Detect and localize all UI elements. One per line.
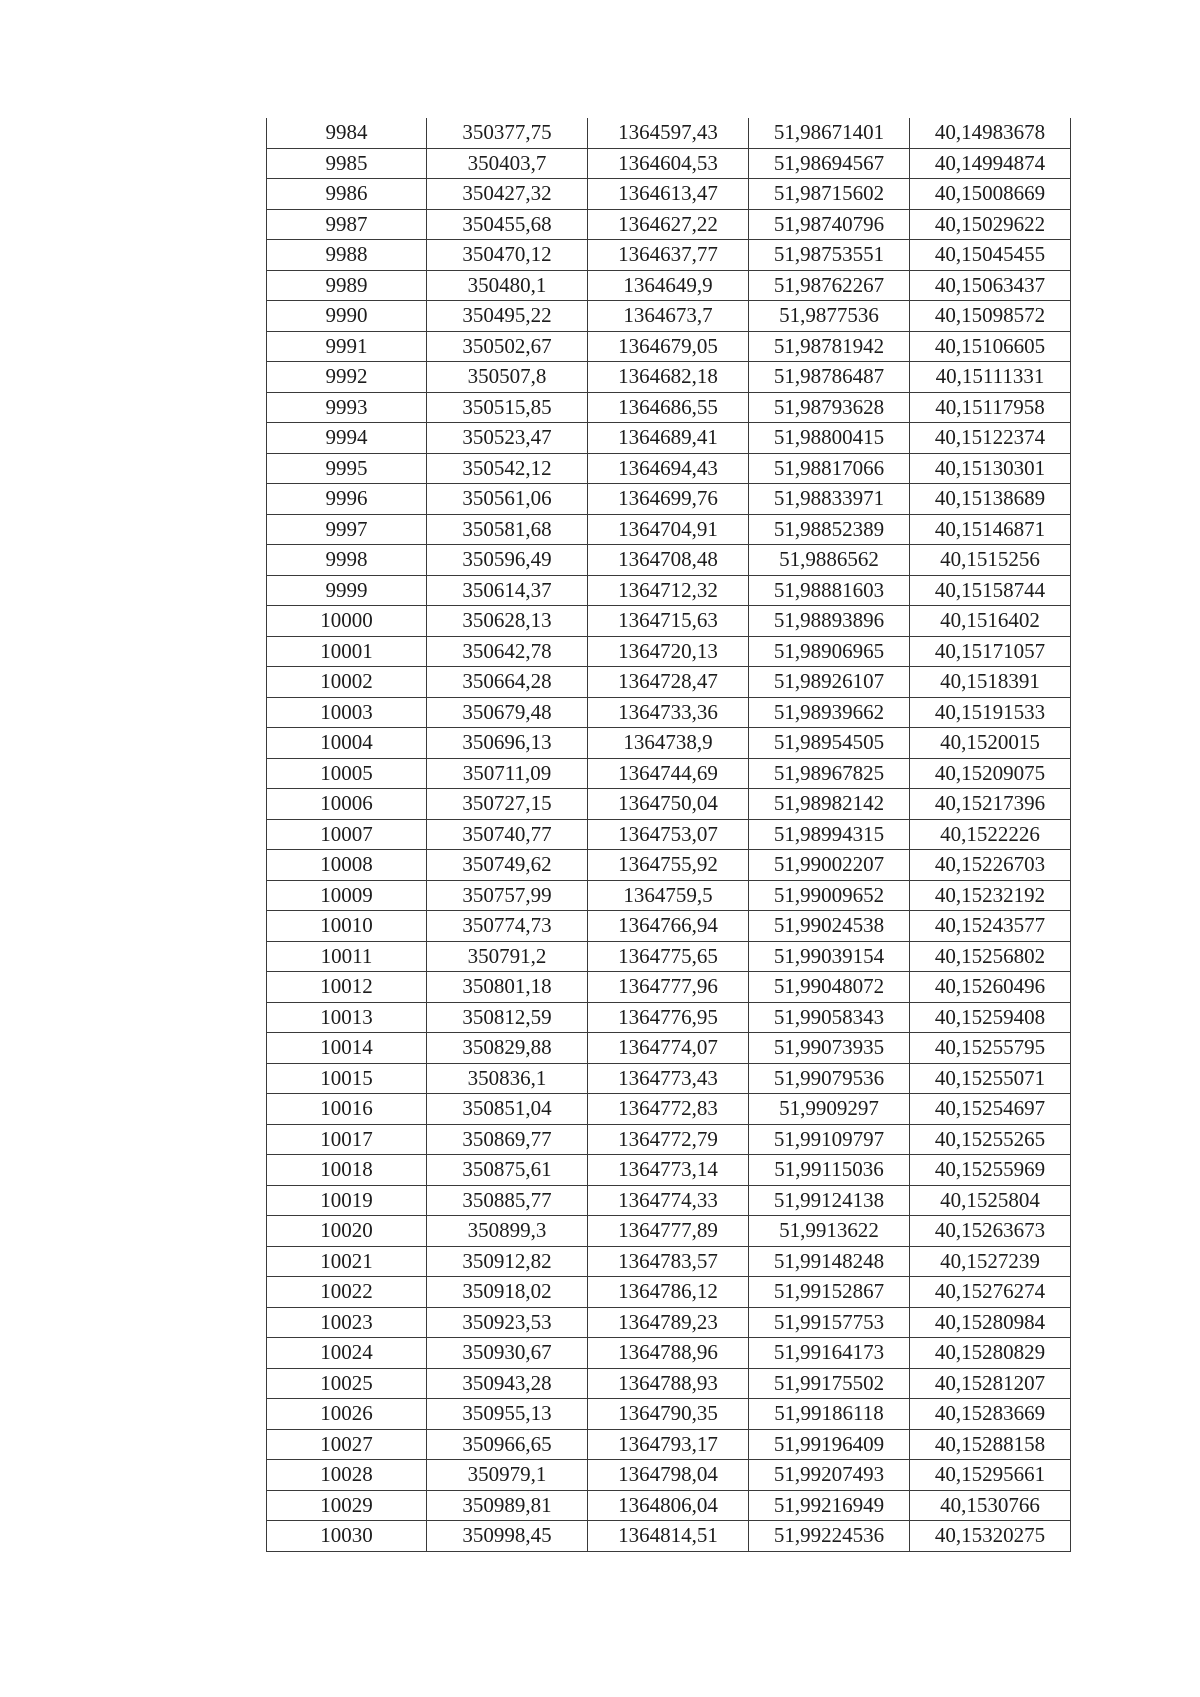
longitude-cell: 40,15288158: [910, 1429, 1071, 1460]
y-coordinate-cell: 1364728,47: [588, 667, 749, 698]
longitude-cell: 40,15232192: [910, 880, 1071, 911]
latitude-cell: 51,98786487: [749, 362, 910, 393]
table-row: [267, 606, 1071, 637]
y-coordinate-cell: 1364788,96: [588, 1338, 749, 1369]
longitude-cell: 40,14994874: [910, 148, 1071, 179]
table-row: [267, 1063, 1071, 1094]
latitude-cell: 51,98926107: [749, 667, 910, 698]
y-coordinate-cell: 1364637,77: [588, 240, 749, 271]
longitude-cell: 40,1522226: [910, 819, 1071, 850]
longitude-cell: 40,15256802: [910, 941, 1071, 972]
latitude-cell: 51,98671401: [749, 118, 910, 148]
y-coordinate-cell: 1364715,63: [588, 606, 749, 637]
point-number-cell: 9988: [267, 240, 427, 271]
longitude-cell: 40,1530766: [910, 1490, 1071, 1521]
latitude-cell: 51,99175502: [749, 1368, 910, 1399]
table-row: [267, 1521, 1071, 1552]
y-coordinate-cell: 1364798,04: [588, 1460, 749, 1491]
table-row: [267, 1216, 1071, 1247]
latitude-cell: 51,99186118: [749, 1399, 910, 1430]
x-coordinate-cell: 350943,28: [427, 1368, 588, 1399]
longitude-cell: 40,1527239: [910, 1246, 1071, 1277]
latitude-cell: 51,99002207: [749, 850, 910, 881]
table-row: [267, 1246, 1071, 1277]
y-coordinate-cell: 1364774,07: [588, 1033, 749, 1064]
x-coordinate-cell: 350791,2: [427, 941, 588, 972]
coordinates-table-body: [267, 118, 1071, 1551]
x-coordinate-cell: 350507,8: [427, 362, 588, 393]
longitude-cell: 40,15063437: [910, 270, 1071, 301]
point-number-cell: 9991: [267, 331, 427, 362]
y-coordinate-cell: 1364750,04: [588, 789, 749, 820]
latitude-cell: 51,98800415: [749, 423, 910, 454]
y-coordinate-cell: 1364744,69: [588, 758, 749, 789]
longitude-cell: 40,15254697: [910, 1094, 1071, 1125]
latitude-cell: 51,98967825: [749, 758, 910, 789]
point-number-cell: 10015: [267, 1063, 427, 1094]
longitude-cell: 40,15029622: [910, 209, 1071, 240]
longitude-cell: 40,15320275: [910, 1521, 1071, 1552]
x-coordinate-cell: 350918,02: [427, 1277, 588, 1308]
x-coordinate-cell: 350851,04: [427, 1094, 588, 1125]
x-coordinate-cell: 350711,09: [427, 758, 588, 789]
y-coordinate-cell: 1364699,76: [588, 484, 749, 515]
latitude-cell: 51,99196409: [749, 1429, 910, 1460]
longitude-cell: 40,15146871: [910, 514, 1071, 545]
point-number-cell: 10022: [267, 1277, 427, 1308]
table-row: [267, 789, 1071, 820]
table-row: [267, 1155, 1071, 1186]
table-row: [267, 1002, 1071, 1033]
longitude-cell: 40,15138689: [910, 484, 1071, 515]
longitude-cell: 40,15255071: [910, 1063, 1071, 1094]
longitude-cell: 40,15008669: [910, 179, 1071, 210]
x-coordinate-cell: 350740,77: [427, 819, 588, 850]
point-number-cell: 10001: [267, 636, 427, 667]
point-number-cell: 9995: [267, 453, 427, 484]
x-coordinate-cell: 350885,77: [427, 1185, 588, 1216]
latitude-cell: 51,99024538: [749, 911, 910, 942]
y-coordinate-cell: 1364790,35: [588, 1399, 749, 1430]
longitude-cell: 40,14983678: [910, 118, 1071, 148]
x-coordinate-cell: 350664,28: [427, 667, 588, 698]
latitude-cell: 51,99216949: [749, 1490, 910, 1521]
y-coordinate-cell: 1364673,7: [588, 301, 749, 332]
point-number-cell: 9993: [267, 392, 427, 423]
latitude-cell: 51,99079536: [749, 1063, 910, 1094]
x-coordinate-cell: 350774,73: [427, 911, 588, 942]
longitude-cell: 40,15259408: [910, 1002, 1071, 1033]
x-coordinate-cell: 350955,13: [427, 1399, 588, 1430]
longitude-cell: 40,15295661: [910, 1460, 1071, 1491]
longitude-cell: 40,15255969: [910, 1155, 1071, 1186]
point-number-cell: 10028: [267, 1460, 427, 1491]
longitude-cell: 40,15111331: [910, 362, 1071, 393]
latitude-cell: 51,98954505: [749, 728, 910, 759]
y-coordinate-cell: 1364806,04: [588, 1490, 749, 1521]
x-coordinate-cell: 350923,53: [427, 1307, 588, 1338]
table-row: [267, 1399, 1071, 1430]
point-number-cell: 9997: [267, 514, 427, 545]
x-coordinate-cell: 350377,75: [427, 118, 588, 148]
longitude-cell: 40,15255795: [910, 1033, 1071, 1064]
x-coordinate-cell: 350427,32: [427, 179, 588, 210]
longitude-cell: 40,15276274: [910, 1277, 1071, 1308]
point-number-cell: 10007: [267, 819, 427, 850]
point-number-cell: 10009: [267, 880, 427, 911]
latitude-cell: 51,99073935: [749, 1033, 910, 1064]
table-row: [267, 179, 1071, 210]
latitude-cell: 51,99039154: [749, 941, 910, 972]
latitude-cell: 51,99207493: [749, 1460, 910, 1491]
y-coordinate-cell: 1364613,47: [588, 179, 749, 210]
longitude-cell: 40,15171057: [910, 636, 1071, 667]
longitude-cell: 40,15209075: [910, 758, 1071, 789]
y-coordinate-cell: 1364766,94: [588, 911, 749, 942]
point-number-cell: 9994: [267, 423, 427, 454]
x-coordinate-cell: 350966,65: [427, 1429, 588, 1460]
x-coordinate-cell: 350642,78: [427, 636, 588, 667]
point-number-cell: 9998: [267, 545, 427, 576]
y-coordinate-cell: 1364772,83: [588, 1094, 749, 1125]
x-coordinate-cell: 350502,67: [427, 331, 588, 362]
y-coordinate-cell: 1364814,51: [588, 1521, 749, 1552]
longitude-cell: 40,15045455: [910, 240, 1071, 271]
y-coordinate-cell: 1364773,43: [588, 1063, 749, 1094]
latitude-cell: 51,98781942: [749, 331, 910, 362]
y-coordinate-cell: 1364793,17: [588, 1429, 749, 1460]
latitude-cell: 51,99048072: [749, 972, 910, 1003]
point-number-cell: 10023: [267, 1307, 427, 1338]
longitude-cell: 40,15217396: [910, 789, 1071, 820]
latitude-cell: 51,98793628: [749, 392, 910, 423]
point-number-cell: 9990: [267, 301, 427, 332]
x-coordinate-cell: 350696,13: [427, 728, 588, 759]
table-row: [267, 118, 1071, 148]
y-coordinate-cell: 1364733,36: [588, 697, 749, 728]
x-coordinate-cell: 350515,85: [427, 392, 588, 423]
x-coordinate-cell: 350749,62: [427, 850, 588, 881]
coordinates-table: [266, 118, 1071, 1552]
point-number-cell: 10016: [267, 1094, 427, 1125]
x-coordinate-cell: 350979,1: [427, 1460, 588, 1491]
point-number-cell: 10011: [267, 941, 427, 972]
table-row: [267, 1490, 1071, 1521]
table-row: [267, 1460, 1071, 1491]
latitude-cell: 51,9913622: [749, 1216, 910, 1247]
latitude-cell: 51,99164173: [749, 1338, 910, 1369]
latitude-cell: 51,99148248: [749, 1246, 910, 1277]
table-row: [267, 392, 1071, 423]
latitude-cell: 51,99109797: [749, 1124, 910, 1155]
longitude-cell: 40,15191533: [910, 697, 1071, 728]
point-number-cell: 9989: [267, 270, 427, 301]
x-coordinate-cell: 350998,45: [427, 1521, 588, 1552]
table-row: [267, 331, 1071, 362]
longitude-cell: 40,15098572: [910, 301, 1071, 332]
table-row: [267, 972, 1071, 1003]
y-coordinate-cell: 1364777,96: [588, 972, 749, 1003]
table-row: [267, 1033, 1071, 1064]
y-coordinate-cell: 1364788,93: [588, 1368, 749, 1399]
latitude-cell: 51,98893896: [749, 606, 910, 637]
table-row: [267, 1124, 1071, 1155]
point-number-cell: 10019: [267, 1185, 427, 1216]
table-row: [267, 1185, 1071, 1216]
point-number-cell: 10003: [267, 697, 427, 728]
table-row: [267, 758, 1071, 789]
table-row: [267, 148, 1071, 179]
latitude-cell: 51,98881603: [749, 575, 910, 606]
table-row: [267, 850, 1071, 881]
latitude-cell: 51,98852389: [749, 514, 910, 545]
table-row: [267, 1277, 1071, 1308]
longitude-cell: 40,15280829: [910, 1338, 1071, 1369]
longitude-cell: 40,15263673: [910, 1216, 1071, 1247]
table-row: [267, 240, 1071, 271]
y-coordinate-cell: 1364627,22: [588, 209, 749, 240]
latitude-cell: 51,98994315: [749, 819, 910, 850]
table-row: [267, 423, 1071, 454]
longitude-cell: 40,15255265: [910, 1124, 1071, 1155]
table-row: [267, 209, 1071, 240]
point-number-cell: 10026: [267, 1399, 427, 1430]
point-number-cell: 10020: [267, 1216, 427, 1247]
y-coordinate-cell: 1364649,9: [588, 270, 749, 301]
y-coordinate-cell: 1364712,32: [588, 575, 749, 606]
point-number-cell: 10005: [267, 758, 427, 789]
point-number-cell: 10029: [267, 1490, 427, 1521]
table-row: [267, 880, 1071, 911]
x-coordinate-cell: 350930,67: [427, 1338, 588, 1369]
y-coordinate-cell: 1364704,91: [588, 514, 749, 545]
y-coordinate-cell: 1364689,41: [588, 423, 749, 454]
longitude-cell: 40,1525804: [910, 1185, 1071, 1216]
latitude-cell: 51,99152867: [749, 1277, 910, 1308]
longitude-cell: 40,15280984: [910, 1307, 1071, 1338]
latitude-cell: 51,98906965: [749, 636, 910, 667]
longitude-cell: 40,1516402: [910, 606, 1071, 637]
y-coordinate-cell: 1364708,48: [588, 545, 749, 576]
point-number-cell: 10018: [267, 1155, 427, 1186]
latitude-cell: 51,9909297: [749, 1094, 910, 1125]
y-coordinate-cell: 1364759,5: [588, 880, 749, 911]
point-number-cell: 10004: [267, 728, 427, 759]
point-number-cell: 9992: [267, 362, 427, 393]
table-row: [267, 697, 1071, 728]
table-row: [267, 514, 1071, 545]
longitude-cell: 40,15130301: [910, 453, 1071, 484]
point-number-cell: 10030: [267, 1521, 427, 1552]
x-coordinate-cell: 350455,68: [427, 209, 588, 240]
table-row: [267, 545, 1071, 576]
y-coordinate-cell: 1364773,14: [588, 1155, 749, 1186]
y-coordinate-cell: 1364682,18: [588, 362, 749, 393]
longitude-cell: 40,15117958: [910, 392, 1071, 423]
point-number-cell: 10008: [267, 850, 427, 881]
latitude-cell: 51,9877536: [749, 301, 910, 332]
x-coordinate-cell: 350403,7: [427, 148, 588, 179]
table-row: [267, 270, 1071, 301]
latitude-cell: 51,99115036: [749, 1155, 910, 1186]
longitude-cell: 40,1515256: [910, 545, 1071, 576]
point-number-cell: 9999: [267, 575, 427, 606]
point-number-cell: 10000: [267, 606, 427, 637]
x-coordinate-cell: 350614,37: [427, 575, 588, 606]
longitude-cell: 40,1518391: [910, 667, 1071, 698]
point-number-cell: 9986: [267, 179, 427, 210]
point-number-cell: 9985: [267, 148, 427, 179]
point-number-cell: 10027: [267, 1429, 427, 1460]
point-number-cell: 9996: [267, 484, 427, 515]
longitude-cell: 40,15283669: [910, 1399, 1071, 1430]
x-coordinate-cell: 350727,15: [427, 789, 588, 820]
x-coordinate-cell: 350470,12: [427, 240, 588, 271]
y-coordinate-cell: 1364783,57: [588, 1246, 749, 1277]
x-coordinate-cell: 350596,49: [427, 545, 588, 576]
table-row: [267, 819, 1071, 850]
latitude-cell: 51,98833971: [749, 484, 910, 515]
table-row: [267, 911, 1071, 942]
longitude-cell: 40,15243577: [910, 911, 1071, 942]
y-coordinate-cell: 1364776,95: [588, 1002, 749, 1033]
point-number-cell: 10012: [267, 972, 427, 1003]
table-row: [267, 575, 1071, 606]
x-coordinate-cell: 350480,1: [427, 270, 588, 301]
latitude-cell: 51,99058343: [749, 1002, 910, 1033]
latitude-cell: 51,98753551: [749, 240, 910, 271]
x-coordinate-cell: 350679,48: [427, 697, 588, 728]
y-coordinate-cell: 1364679,05: [588, 331, 749, 362]
x-coordinate-cell: 350757,99: [427, 880, 588, 911]
longitude-cell: 40,1520015: [910, 728, 1071, 759]
y-coordinate-cell: 1364772,79: [588, 1124, 749, 1155]
latitude-cell: 51,9886562: [749, 545, 910, 576]
y-coordinate-cell: 1364738,9: [588, 728, 749, 759]
latitude-cell: 51,98740796: [749, 209, 910, 240]
latitude-cell: 51,98694567: [749, 148, 910, 179]
x-coordinate-cell: 350542,12: [427, 453, 588, 484]
latitude-cell: 51,98939662: [749, 697, 910, 728]
x-coordinate-cell: 350628,13: [427, 606, 588, 637]
x-coordinate-cell: 350495,22: [427, 301, 588, 332]
y-coordinate-cell: 1364786,12: [588, 1277, 749, 1308]
x-coordinate-cell: 350812,59: [427, 1002, 588, 1033]
table-row: [267, 453, 1071, 484]
x-coordinate-cell: 350829,88: [427, 1033, 588, 1064]
latitude-cell: 51,98982142: [749, 789, 910, 820]
y-coordinate-cell: 1364777,89: [588, 1216, 749, 1247]
point-number-cell: 9984: [267, 118, 427, 148]
point-number-cell: 10006: [267, 789, 427, 820]
y-coordinate-cell: 1364775,65: [588, 941, 749, 972]
table-row: [267, 301, 1071, 332]
x-coordinate-cell: 350523,47: [427, 423, 588, 454]
x-coordinate-cell: 350869,77: [427, 1124, 588, 1155]
point-number-cell: 10010: [267, 911, 427, 942]
table-row: [267, 362, 1071, 393]
point-number-cell: 10002: [267, 667, 427, 698]
latitude-cell: 51,99157753: [749, 1307, 910, 1338]
y-coordinate-cell: 1364604,53: [588, 148, 749, 179]
y-coordinate-cell: 1364597,43: [588, 118, 749, 148]
x-coordinate-cell: 350912,82: [427, 1246, 588, 1277]
point-number-cell: 10025: [267, 1368, 427, 1399]
longitude-cell: 40,15158744: [910, 575, 1071, 606]
point-number-cell: 10017: [267, 1124, 427, 1155]
latitude-cell: 51,99224536: [749, 1521, 910, 1552]
y-coordinate-cell: 1364753,07: [588, 819, 749, 850]
latitude-cell: 51,99009652: [749, 880, 910, 911]
table-row: [267, 1307, 1071, 1338]
latitude-cell: 51,98715602: [749, 179, 910, 210]
table-row: [267, 1368, 1071, 1399]
longitude-cell: 40,15281207: [910, 1368, 1071, 1399]
y-coordinate-cell: 1364789,23: [588, 1307, 749, 1338]
longitude-cell: 40,15226703: [910, 850, 1071, 881]
x-coordinate-cell: 350561,06: [427, 484, 588, 515]
x-coordinate-cell: 350875,61: [427, 1155, 588, 1186]
point-number-cell: 10021: [267, 1246, 427, 1277]
latitude-cell: 51,98817066: [749, 453, 910, 484]
y-coordinate-cell: 1364694,43: [588, 453, 749, 484]
point-number-cell: 10024: [267, 1338, 427, 1369]
x-coordinate-cell: 350989,81: [427, 1490, 588, 1521]
x-coordinate-cell: 350581,68: [427, 514, 588, 545]
x-coordinate-cell: 350899,3: [427, 1216, 588, 1247]
table-row: [267, 667, 1071, 698]
point-number-cell: 9987: [267, 209, 427, 240]
longitude-cell: 40,15122374: [910, 423, 1071, 454]
y-coordinate-cell: 1364755,92: [588, 850, 749, 881]
table-row: [267, 728, 1071, 759]
latitude-cell: 51,99124138: [749, 1185, 910, 1216]
y-coordinate-cell: 1364774,33: [588, 1185, 749, 1216]
y-coordinate-cell: 1364686,55: [588, 392, 749, 423]
x-coordinate-cell: 350836,1: [427, 1063, 588, 1094]
table-row: [267, 1429, 1071, 1460]
table-row: [267, 1094, 1071, 1125]
longitude-cell: 40,15106605: [910, 331, 1071, 362]
point-number-cell: 10013: [267, 1002, 427, 1033]
latitude-cell: 51,98762267: [749, 270, 910, 301]
table-row: [267, 636, 1071, 667]
y-coordinate-cell: 1364720,13: [588, 636, 749, 667]
table-row: [267, 1338, 1071, 1369]
table-row: [267, 941, 1071, 972]
x-coordinate-cell: 350801,18: [427, 972, 588, 1003]
point-number-cell: 10014: [267, 1033, 427, 1064]
table-row: [267, 484, 1071, 515]
longitude-cell: 40,15260496: [910, 972, 1071, 1003]
